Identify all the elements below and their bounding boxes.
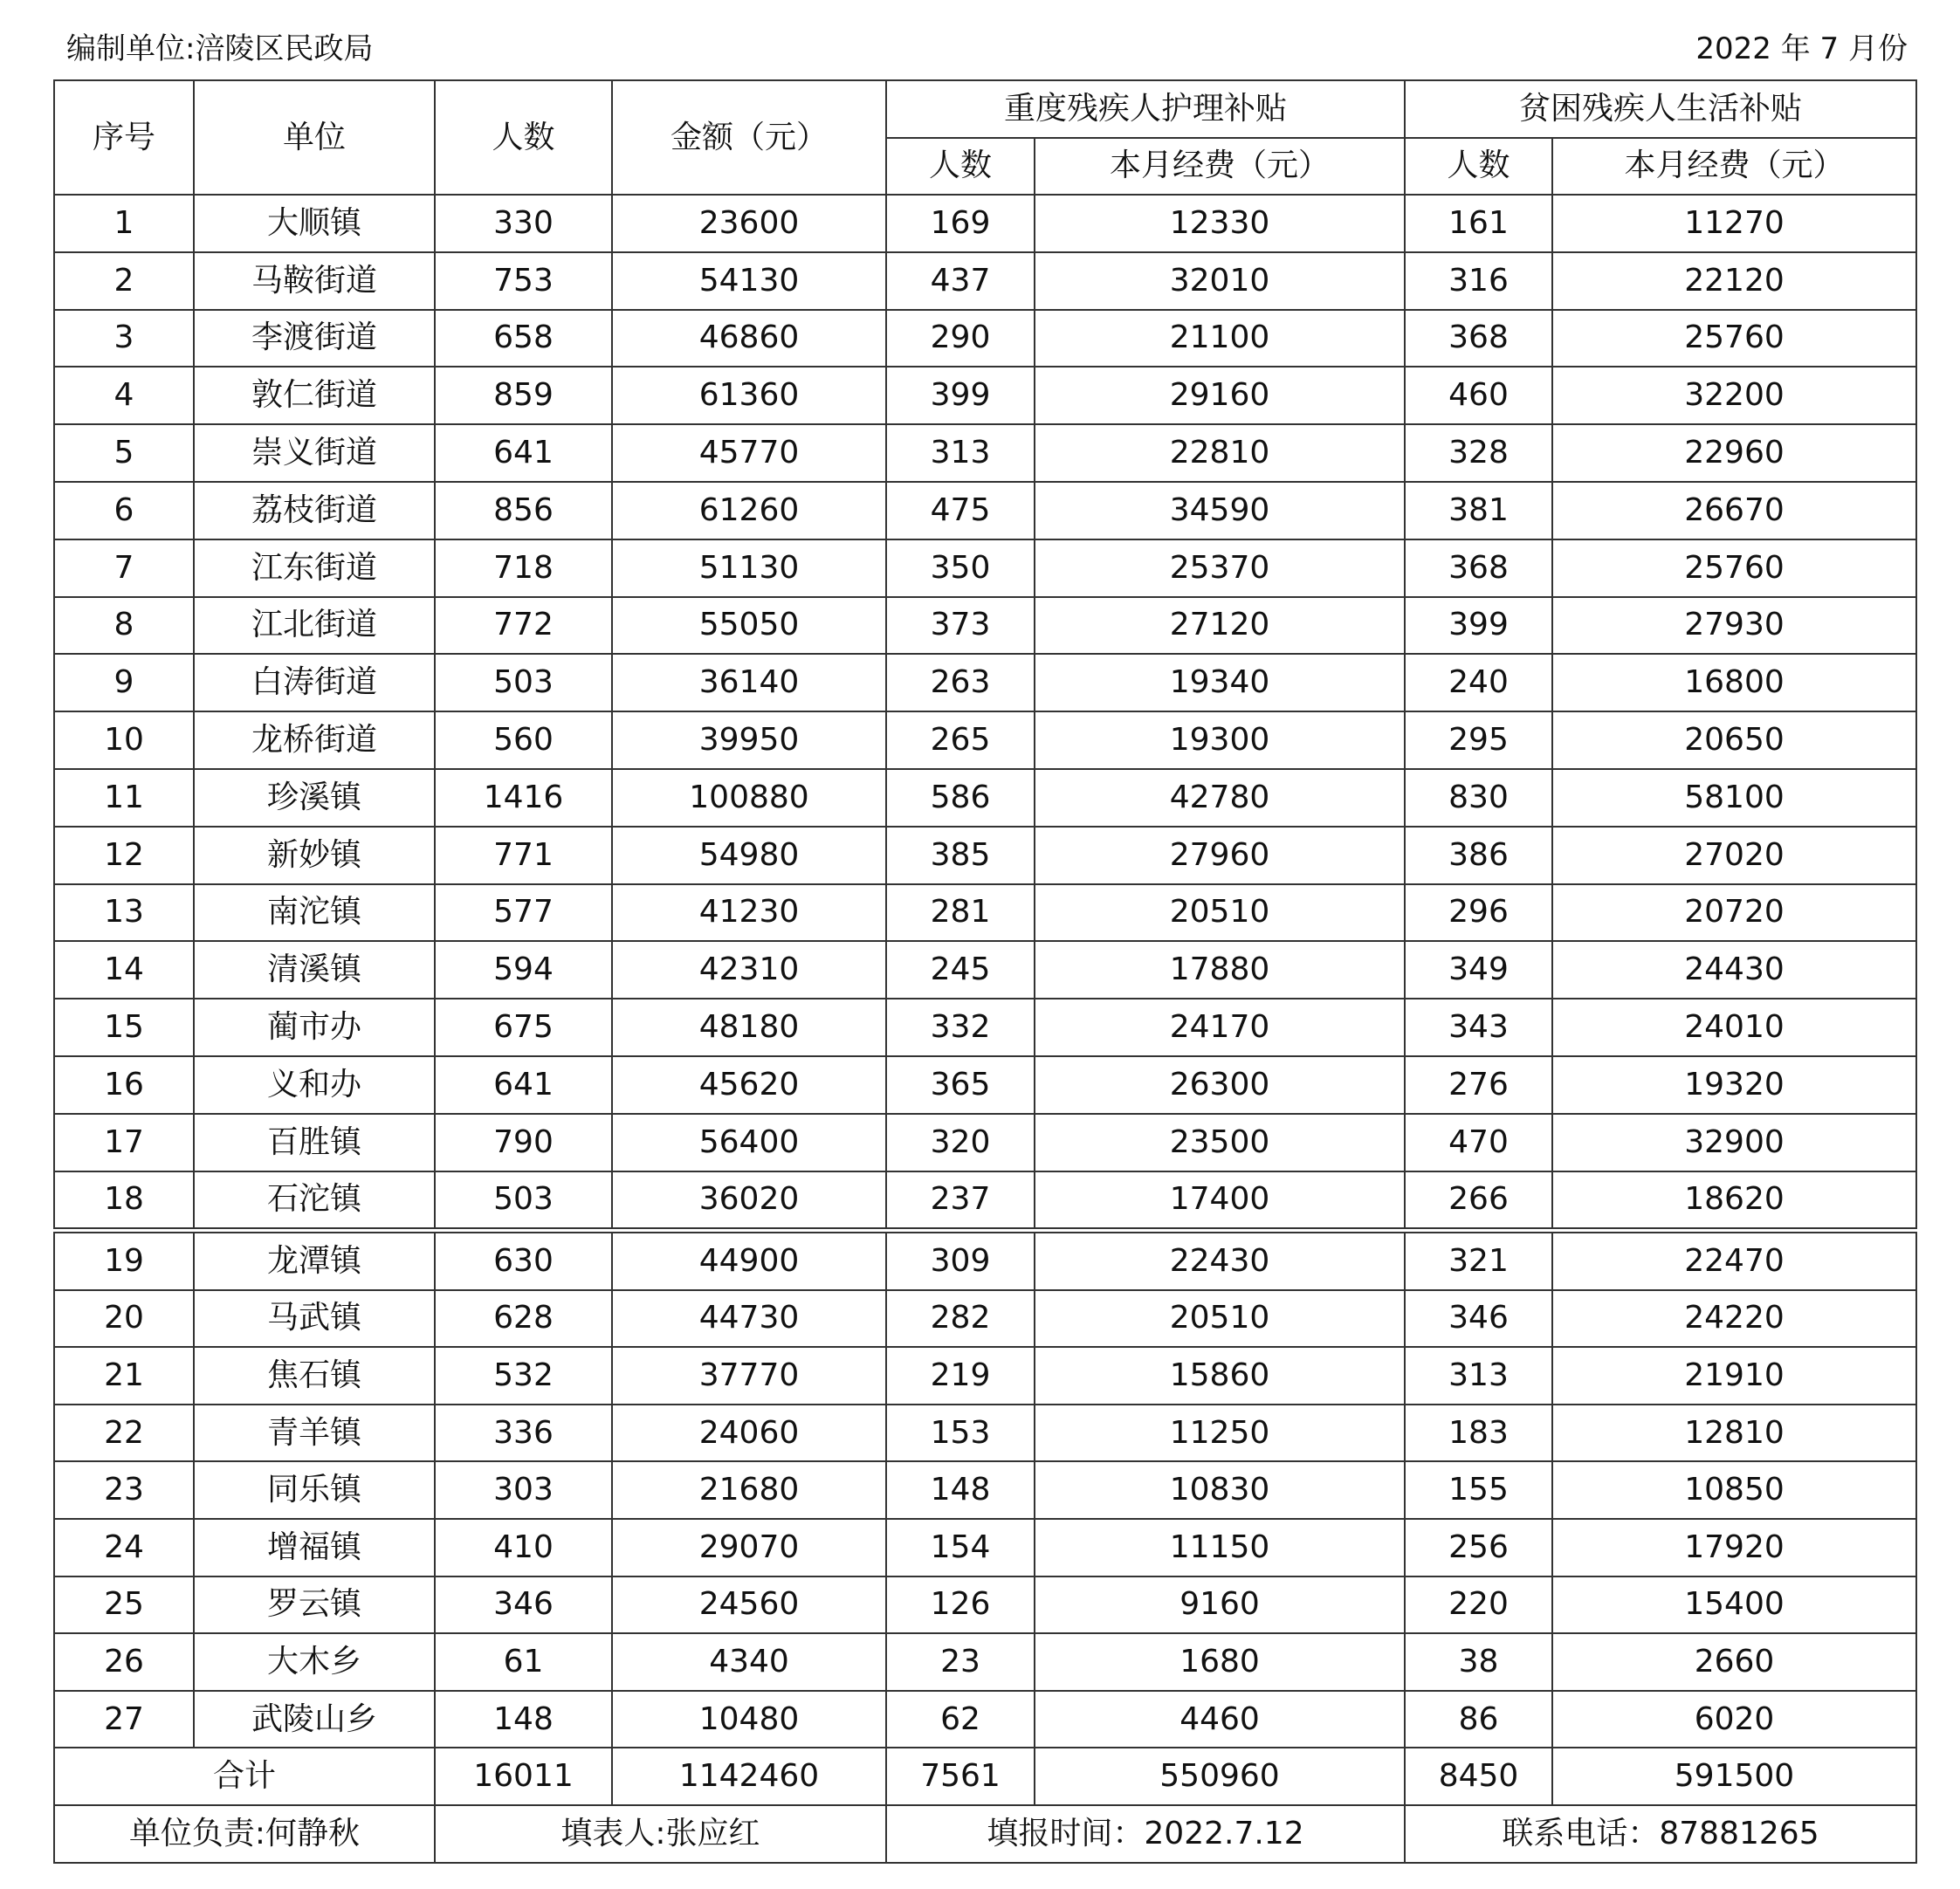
total-severe-funds: 550960: [1035, 1748, 1405, 1805]
cell-seq: 16: [54, 1056, 194, 1114]
cell-poor-funds: 20720: [1552, 884, 1916, 942]
cell-severe-people: 290: [886, 310, 1035, 367]
cell-people: 675: [435, 999, 612, 1056]
total-row: [54, 1748, 1916, 1805]
cell-people: 658: [435, 310, 612, 367]
table-row: [54, 424, 1916, 482]
cell-severe-funds: 23500: [1035, 1114, 1405, 1171]
cell-seq: 6: [54, 482, 194, 539]
table-row: [54, 1056, 1916, 1114]
cell-severe-funds: 12330: [1035, 195, 1405, 252]
cell-poor-people: 313: [1405, 1347, 1552, 1405]
header-severe-people: 人数: [886, 138, 1035, 196]
cell-severe-funds: 17400: [1035, 1171, 1405, 1229]
cell-poor-funds: 15400: [1552, 1576, 1916, 1634]
table-row: [54, 1233, 1916, 1290]
table-row: [54, 1461, 1916, 1519]
cell-poor-funds: 27020: [1552, 827, 1916, 884]
signature-row: [54, 1805, 1916, 1863]
header-severe-funds: 本月经费（元）: [1035, 138, 1405, 196]
header-people: 人数: [435, 80, 612, 195]
cell-amount: 37770: [612, 1347, 886, 1405]
cell-severe-funds: 24170: [1035, 999, 1405, 1056]
cell-amount: 61260: [612, 482, 886, 539]
cell-people: 503: [435, 654, 612, 711]
cell-poor-funds: 24220: [1552, 1290, 1916, 1348]
cell-people: 61: [435, 1633, 612, 1691]
cell-amount: 46860: [612, 310, 886, 367]
cell-unit: 珍溪镇: [194, 769, 435, 827]
table-row: [54, 252, 1916, 310]
report-period: 2022 年 7 月份: [1695, 31, 1908, 66]
cell-poor-people: 349: [1405, 941, 1552, 999]
cell-severe-people: 586: [886, 769, 1035, 827]
cell-poor-funds: 20650: [1552, 711, 1916, 769]
cell-unit: 青羊镇: [194, 1405, 435, 1462]
cell-poor-funds: 17920: [1552, 1519, 1916, 1576]
cell-poor-people: 343: [1405, 999, 1552, 1056]
cell-poor-people: 316: [1405, 252, 1552, 310]
cell-amount: 10480: [612, 1691, 886, 1748]
cell-unit: 荔枝街道: [194, 482, 435, 539]
cell-severe-people: 309: [886, 1233, 1035, 1290]
cell-amount: 100880: [612, 769, 886, 827]
cell-amount: 45770: [612, 424, 886, 482]
cell-people: 577: [435, 884, 612, 942]
cell-poor-funds: 22120: [1552, 252, 1916, 310]
subsidy-table-part-2: [53, 1232, 1917, 1864]
cell-amount: 36140: [612, 654, 886, 711]
cell-severe-people: 148: [886, 1461, 1035, 1519]
cell-unit: 武陵山乡: [194, 1691, 435, 1748]
cell-people: 410: [435, 1519, 612, 1576]
cell-amount: 23600: [612, 195, 886, 252]
cell-amount: 36020: [612, 1171, 886, 1229]
cell-poor-funds: 11270: [1552, 195, 1916, 252]
table-row: [54, 999, 1916, 1056]
table-row: [54, 1691, 1916, 1748]
cell-poor-people: 830: [1405, 769, 1552, 827]
cell-people: 641: [435, 424, 612, 482]
cell-seq: 19: [54, 1233, 194, 1290]
cell-people: 532: [435, 1347, 612, 1405]
cell-severe-funds: 1680: [1035, 1633, 1405, 1691]
cell-poor-people: 266: [1405, 1171, 1552, 1229]
cell-severe-people: 153: [886, 1405, 1035, 1462]
cell-unit: 崇义街道: [194, 424, 435, 482]
cell-poor-funds: 10850: [1552, 1461, 1916, 1519]
cell-severe-funds: 19340: [1035, 654, 1405, 711]
cell-severe-funds: 11150: [1035, 1519, 1405, 1576]
cell-amount: 48180: [612, 999, 886, 1056]
cell-severe-people: 437: [886, 252, 1035, 310]
table-row: [54, 539, 1916, 597]
cell-amount: 39950: [612, 711, 886, 769]
cell-severe-people: 385: [886, 827, 1035, 884]
cell-severe-funds: 27960: [1035, 827, 1405, 884]
cell-poor-funds: 27930: [1552, 597, 1916, 655]
cell-severe-funds: 22430: [1035, 1233, 1405, 1290]
table-row: [54, 654, 1916, 711]
cell-people: 630: [435, 1233, 612, 1290]
cell-poor-funds: 26670: [1552, 482, 1916, 539]
cell-amount: 21680: [612, 1461, 886, 1519]
cell-severe-people: 237: [886, 1171, 1035, 1229]
cell-seq: 5: [54, 424, 194, 482]
cell-severe-funds: 32010: [1035, 252, 1405, 310]
cell-poor-people: 368: [1405, 539, 1552, 597]
cell-severe-people: 281: [886, 884, 1035, 942]
cell-poor-people: 381: [1405, 482, 1552, 539]
cell-poor-people: 470: [1405, 1114, 1552, 1171]
cell-severe-funds: 15860: [1035, 1347, 1405, 1405]
cell-poor-people: 460: [1405, 367, 1552, 424]
cell-unit: 白涛街道: [194, 654, 435, 711]
cell-poor-people: 220: [1405, 1576, 1552, 1634]
cell-seq: 10: [54, 711, 194, 769]
cell-amount: 61360: [612, 367, 886, 424]
cell-poor-funds: 25760: [1552, 539, 1916, 597]
cell-poor-funds: 2660: [1552, 1633, 1916, 1691]
cell-severe-people: 365: [886, 1056, 1035, 1114]
cell-severe-people: 475: [886, 482, 1035, 539]
cell-severe-people: 313: [886, 424, 1035, 482]
cell-severe-people: 265: [886, 711, 1035, 769]
cell-severe-funds: 4460: [1035, 1691, 1405, 1748]
cell-seq: 22: [54, 1405, 194, 1462]
table-body-part-2: [54, 1233, 1916, 1748]
cell-severe-people: 154: [886, 1519, 1035, 1576]
cell-severe-funds: 29160: [1035, 367, 1405, 424]
cell-severe-people: 126: [886, 1576, 1035, 1634]
header-poor-funds: 本月经费（元）: [1552, 138, 1916, 196]
cell-poor-people: 368: [1405, 310, 1552, 367]
cell-severe-funds: 17880: [1035, 941, 1405, 999]
cell-unit: 龙潭镇: [194, 1233, 435, 1290]
cell-seq: 8: [54, 597, 194, 655]
cell-amount: 56400: [612, 1114, 886, 1171]
cell-amount: 41230: [612, 884, 886, 942]
cell-amount: 55050: [612, 597, 886, 655]
cell-people: 346: [435, 1576, 612, 1634]
total-severe-people: 7561: [886, 1748, 1035, 1805]
cell-unit: 敦仁街道: [194, 367, 435, 424]
table-row: [54, 827, 1916, 884]
cell-poor-people: 328: [1405, 424, 1552, 482]
cell-unit: 百胜镇: [194, 1114, 435, 1171]
cell-severe-people: 245: [886, 941, 1035, 999]
total-amount: 1142460: [612, 1748, 886, 1805]
cell-severe-funds: 22810: [1035, 424, 1405, 482]
header-poor-people: 人数: [1405, 138, 1552, 196]
table-row: [54, 1114, 1916, 1171]
cell-severe-funds: 11250: [1035, 1405, 1405, 1462]
table-row: [54, 1576, 1916, 1634]
form-filler: 填表人:张应红: [435, 1805, 886, 1863]
cell-amount: 54980: [612, 827, 886, 884]
cell-poor-funds: 24430: [1552, 941, 1916, 999]
cell-people: 303: [435, 1461, 612, 1519]
report-date: 填报时间：2022.7.12: [886, 1805, 1405, 1863]
table-row: [54, 367, 1916, 424]
cell-people: 503: [435, 1171, 612, 1229]
cell-unit: 马武镇: [194, 1290, 435, 1348]
table-row: [54, 597, 1916, 655]
cell-people: 560: [435, 711, 612, 769]
total-poor-people: 8450: [1405, 1748, 1552, 1805]
cell-people: 856: [435, 482, 612, 539]
cell-poor-people: 86: [1405, 1691, 1552, 1748]
cell-unit: 李渡街道: [194, 310, 435, 367]
cell-severe-people: 399: [886, 367, 1035, 424]
cell-poor-funds: 19320: [1552, 1056, 1916, 1114]
cell-people: 594: [435, 941, 612, 999]
cell-poor-people: 183: [1405, 1405, 1552, 1462]
cell-poor-people: 161: [1405, 195, 1552, 252]
cell-unit: 义和办: [194, 1056, 435, 1114]
header-unit: 单位: [194, 80, 435, 195]
cell-severe-people: 373: [886, 597, 1035, 655]
cell-people: 641: [435, 1056, 612, 1114]
cell-severe-people: 320: [886, 1114, 1035, 1171]
cell-poor-funds: 22470: [1552, 1233, 1916, 1290]
header-group-poor: 贫困残疾人生活补贴: [1405, 80, 1916, 138]
cell-seq: 1: [54, 195, 194, 252]
cell-severe-people: 219: [886, 1347, 1035, 1405]
header-amount: 金额（元）: [612, 80, 886, 195]
cell-poor-funds: 25760: [1552, 310, 1916, 367]
cell-unit: 同乐镇: [194, 1461, 435, 1519]
cell-severe-people: 282: [886, 1290, 1035, 1348]
cell-poor-funds: 22960: [1552, 424, 1916, 482]
cell-unit: 焦石镇: [194, 1347, 435, 1405]
cell-seq: 27: [54, 1691, 194, 1748]
cell-poor-people: 256: [1405, 1519, 1552, 1576]
cell-unit: 蔺市办: [194, 999, 435, 1056]
cell-amount: 44730: [612, 1290, 886, 1348]
cell-poor-funds: 16800: [1552, 654, 1916, 711]
cell-unit: 南沱镇: [194, 884, 435, 942]
cell-seq: 24: [54, 1519, 194, 1576]
table-row: [54, 1633, 1916, 1691]
cell-unit: 大木乡: [194, 1633, 435, 1691]
cell-seq: 26: [54, 1633, 194, 1691]
cell-severe-funds: 25370: [1035, 539, 1405, 597]
cell-seq: 21: [54, 1347, 194, 1405]
table-row: [54, 1405, 1916, 1462]
table-row: [54, 711, 1916, 769]
cell-people: 772: [435, 597, 612, 655]
cell-poor-people: 346: [1405, 1290, 1552, 1348]
header-group-severe: 重度残疾人护理补贴: [886, 80, 1405, 138]
cell-poor-funds: 18620: [1552, 1171, 1916, 1229]
table-row: [54, 1519, 1916, 1576]
cell-severe-people: 62: [886, 1691, 1035, 1748]
cell-seq: 9: [54, 654, 194, 711]
cell-poor-people: 295: [1405, 711, 1552, 769]
cell-seq: 12: [54, 827, 194, 884]
cell-unit: 龙桥街道: [194, 711, 435, 769]
table-row: [54, 769, 1916, 827]
cell-people: 718: [435, 539, 612, 597]
unit-leader: 单位负责:何静秋: [54, 1805, 435, 1863]
cell-poor-funds: 32900: [1552, 1114, 1916, 1171]
cell-unit: 江北街道: [194, 597, 435, 655]
cell-amount: 54130: [612, 252, 886, 310]
cell-poor-people: 155: [1405, 1461, 1552, 1519]
table-row: [54, 1171, 1916, 1229]
cell-people: 330: [435, 195, 612, 252]
cell-poor-people: 240: [1405, 654, 1552, 711]
contact-phone: 联系电话：87881265: [1405, 1805, 1916, 1863]
cell-seq: 3: [54, 310, 194, 367]
table-row: [54, 941, 1916, 999]
cell-severe-funds: 34590: [1035, 482, 1405, 539]
total-label: 合计: [54, 1748, 435, 1805]
cell-seq: 11: [54, 769, 194, 827]
subsidy-table-part-1: [53, 79, 1917, 1229]
cell-seq: 15: [54, 999, 194, 1056]
cell-severe-funds: 26300: [1035, 1056, 1405, 1114]
cell-severe-funds: 21100: [1035, 310, 1405, 367]
cell-poor-funds: 21910: [1552, 1347, 1916, 1405]
cell-severe-funds: 19300: [1035, 711, 1405, 769]
cell-unit: 清溪镇: [194, 941, 435, 999]
cell-amount: 44900: [612, 1233, 886, 1290]
cell-seq: 23: [54, 1461, 194, 1519]
cell-unit: 马鞍街道: [194, 252, 435, 310]
cell-seq: 25: [54, 1576, 194, 1634]
cell-severe-people: 332: [886, 999, 1035, 1056]
table-body-part-1: [54, 195, 1916, 1228]
table-row: [54, 310, 1916, 367]
cell-people: 771: [435, 827, 612, 884]
cell-poor-funds: 6020: [1552, 1691, 1916, 1748]
cell-people: 859: [435, 367, 612, 424]
cell-severe-funds: 20510: [1035, 1290, 1405, 1348]
cell-poor-funds: 12810: [1552, 1405, 1916, 1462]
cell-seq: 7: [54, 539, 194, 597]
cell-severe-funds: 42780: [1035, 769, 1405, 827]
cell-unit: 大顺镇: [194, 195, 435, 252]
cell-seq: 20: [54, 1290, 194, 1348]
total-people: 16011: [435, 1748, 612, 1805]
cell-poor-people: 276: [1405, 1056, 1552, 1114]
cell-people: 1416: [435, 769, 612, 827]
cell-amount: 4340: [612, 1633, 886, 1691]
cell-unit: 江东街道: [194, 539, 435, 597]
cell-people: 790: [435, 1114, 612, 1171]
cell-severe-funds: 20510: [1035, 884, 1405, 942]
cell-unit: 增福镇: [194, 1519, 435, 1576]
cell-seq: 17: [54, 1114, 194, 1171]
cell-poor-funds: 32200: [1552, 367, 1916, 424]
cell-amount: 24060: [612, 1405, 886, 1462]
cell-amount: 42310: [612, 941, 886, 999]
cell-seq: 14: [54, 941, 194, 999]
cell-poor-people: 38: [1405, 1633, 1552, 1691]
cell-severe-funds: 9160: [1035, 1576, 1405, 1634]
cell-poor-funds: 24010: [1552, 999, 1916, 1056]
cell-amount: 29070: [612, 1519, 886, 1576]
cell-severe-funds: 10830: [1035, 1461, 1405, 1519]
cell-amount: 51130: [612, 539, 886, 597]
table-row: [54, 884, 1916, 942]
cell-seq: 2: [54, 252, 194, 310]
cell-unit: 新妙镇: [194, 827, 435, 884]
cell-amount: 45620: [612, 1056, 886, 1114]
cell-severe-people: 169: [886, 195, 1035, 252]
cell-people: 753: [435, 252, 612, 310]
cell-poor-funds: 58100: [1552, 769, 1916, 827]
cell-unit: 罗云镇: [194, 1576, 435, 1634]
cell-seq: 4: [54, 367, 194, 424]
table-row: [54, 1347, 1916, 1405]
cell-severe-funds: 27120: [1035, 597, 1405, 655]
organization-label: 编制单位:涪陵区民政局: [66, 31, 374, 66]
cell-people: 336: [435, 1405, 612, 1462]
total-poor-funds: 591500: [1552, 1748, 1916, 1805]
cell-severe-people: 23: [886, 1633, 1035, 1691]
table-row: [54, 1290, 1916, 1348]
table-row: [54, 482, 1916, 539]
cell-unit: 石沱镇: [194, 1171, 435, 1229]
cell-severe-people: 263: [886, 654, 1035, 711]
cell-amount: 24560: [612, 1576, 886, 1634]
cell-people: 628: [435, 1290, 612, 1348]
cell-seq: 18: [54, 1171, 194, 1229]
cell-poor-people: 399: [1405, 597, 1552, 655]
cell-seq: 13: [54, 884, 194, 942]
cell-severe-people: 350: [886, 539, 1035, 597]
cell-people: 148: [435, 1691, 612, 1748]
header-seq: 序号: [54, 80, 194, 195]
cell-poor-people: 321: [1405, 1233, 1552, 1290]
table-row: [54, 195, 1916, 252]
cell-poor-people: 386: [1405, 827, 1552, 884]
cell-poor-people: 296: [1405, 884, 1552, 942]
